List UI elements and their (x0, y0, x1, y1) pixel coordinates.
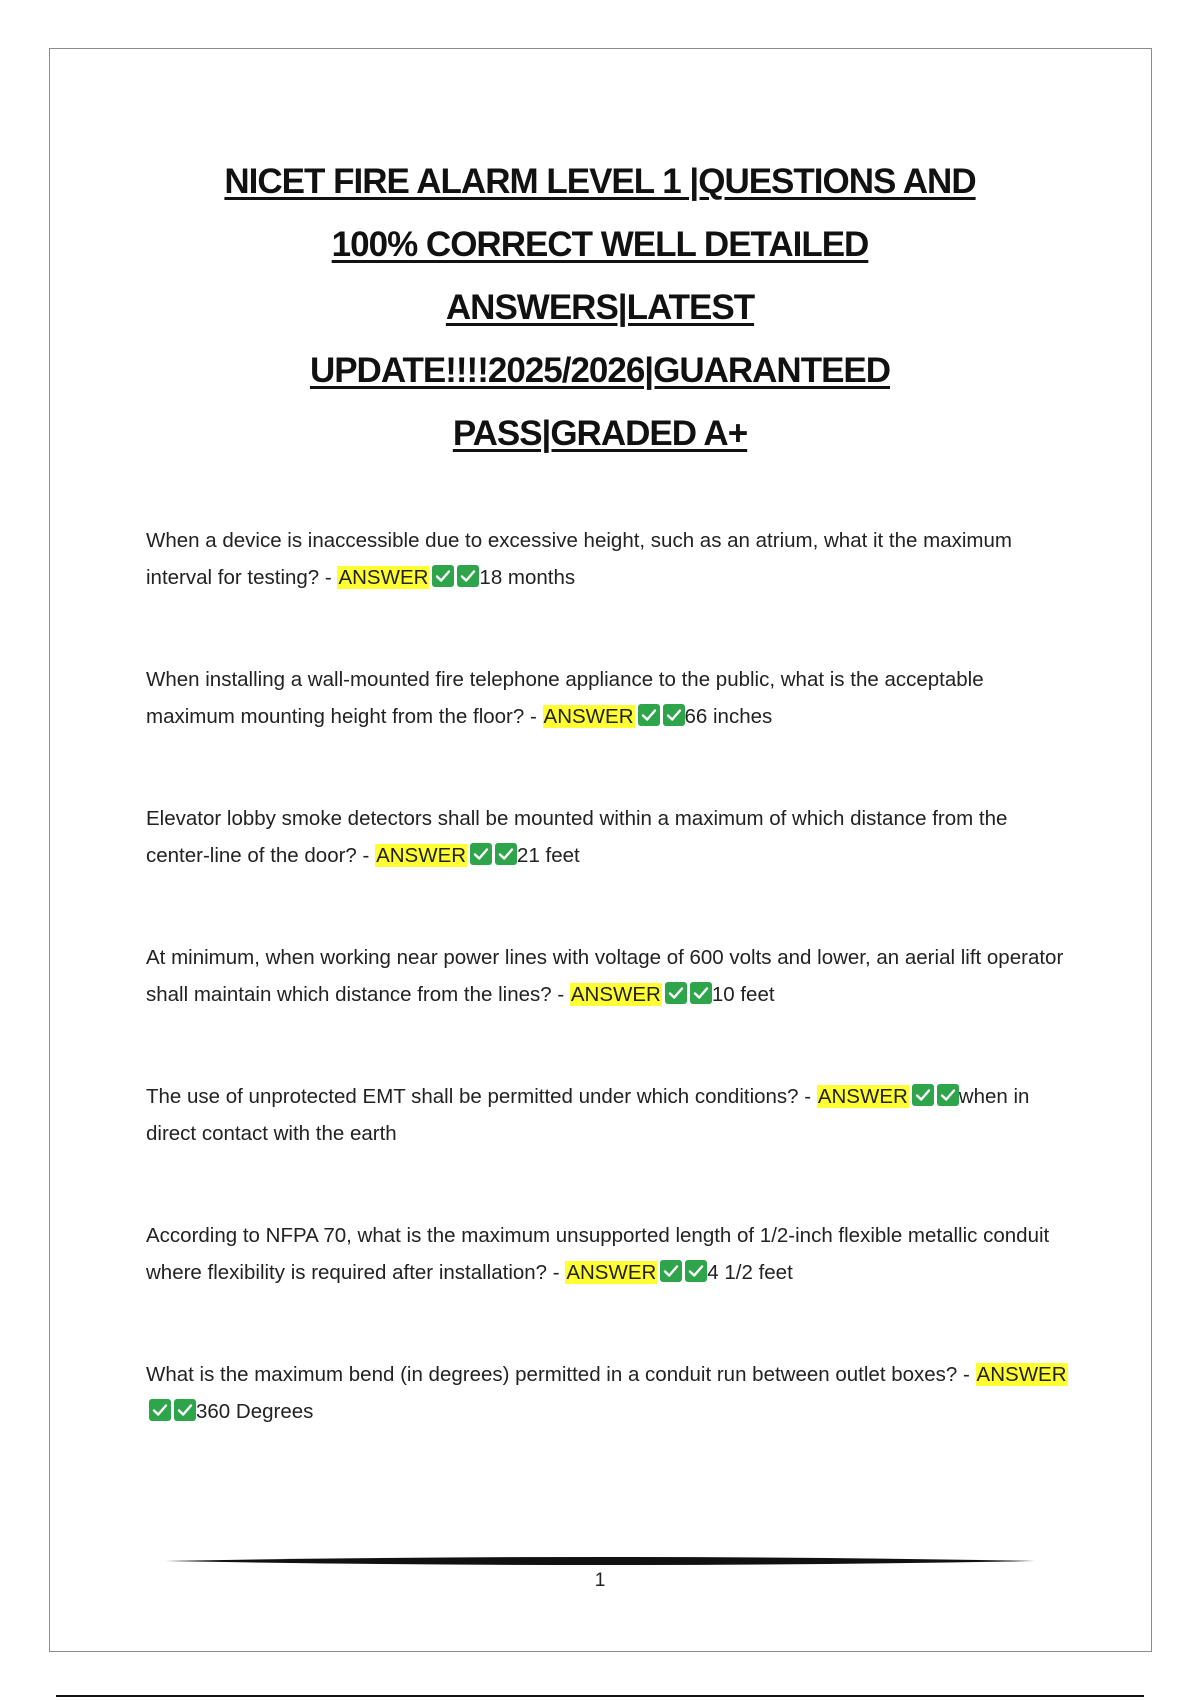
answer-label: ANSWER (566, 1261, 657, 1284)
question-text: When installing a wall-mounted fire telephone appliance to the public, what is the acceptable maximum mounting height from the floor? - (146, 668, 984, 728)
answer-label: ANSWER (543, 705, 634, 728)
answer-text: 10 feet (711, 983, 775, 1006)
answer-text: 66 inches (684, 705, 773, 728)
question-text: What is the maximum bend (in degrees) permitted in a conduit run between outlet boxes? - (146, 1363, 970, 1386)
answer-label: ANSWER (570, 983, 661, 1006)
check-mark-icon (470, 843, 492, 865)
question-item (146, 1356, 1076, 1495)
answer-text: 18 months (479, 566, 576, 589)
check-mark-icon (457, 565, 479, 587)
check-mark-icon (495, 843, 517, 865)
check-mark-icon (937, 1084, 959, 1106)
question-item (146, 800, 1076, 939)
title-line: 100% CORRECT WELL DETAILED (331, 225, 869, 264)
check-mark-icon (690, 982, 712, 1004)
check-mark-icon (912, 1084, 934, 1106)
check-mark-icon (685, 1260, 707, 1282)
answer-text: 21 feet (517, 844, 580, 867)
answer-text: 4 1/2 feet (707, 1261, 793, 1284)
question-text: At minimum, when working near power lines with voltage of 600 volts and lower, an aerial lift operator shall maintain which distance from the lines? - (146, 946, 1064, 1006)
footer-divider (165, 1555, 1035, 1567)
question-item (146, 939, 1076, 1078)
title-line: UPDATE!!!!2025/2026|GUARANTEED (309, 351, 891, 390)
question-item (146, 661, 1076, 800)
page-number: 1 (594, 1570, 606, 1591)
check-mark-icon (665, 982, 687, 1004)
question-item (146, 1078, 1076, 1217)
answer-label: ANSWER (376, 844, 467, 867)
answer-label: ANSWER (976, 1363, 1067, 1386)
answer-label: ANSWER (338, 566, 429, 589)
check-mark-icon (663, 704, 685, 726)
answer-text: 360 Degrees (196, 1400, 314, 1423)
check-mark-icon (638, 704, 660, 726)
question-text: According to NFPA 70, what is the maximum unsupported length of 1/2-inch flexible metallic conduit where flexibility is required after installation? - (146, 1224, 1050, 1284)
question-text: When a device is inaccessible due to excessive height, such as an atrium, what it the maximum interval for testing? - (146, 529, 1012, 589)
question-text: The use of unprotected EMT shall be permitted under which conditions? - (146, 1085, 812, 1108)
title-line: NICET FIRE ALARM LEVEL 1 |QUESTIONS AND (224, 162, 976, 201)
answer-text: when in direct contact with the earth (146, 1085, 1030, 1145)
question-list (146, 522, 1076, 1495)
check-mark-icon (174, 1399, 196, 1421)
check-mark-icon (149, 1399, 171, 1421)
check-mark-icon (432, 565, 454, 587)
document-title (150, 150, 1050, 465)
title-line: PASS|GRADED A+ (452, 414, 748, 453)
check-mark-icon (660, 1260, 682, 1282)
question-text: Elevator lobby smoke detectors shall be mounted within a maximum of which distance from the center-line of the door? - (146, 807, 1008, 867)
answer-label: ANSWER (817, 1085, 908, 1108)
question-item (146, 522, 1076, 661)
title-line: ANSWERS|LATEST (445, 288, 755, 327)
question-item (146, 1217, 1076, 1356)
bottom-rule (56, 1695, 1144, 1697)
